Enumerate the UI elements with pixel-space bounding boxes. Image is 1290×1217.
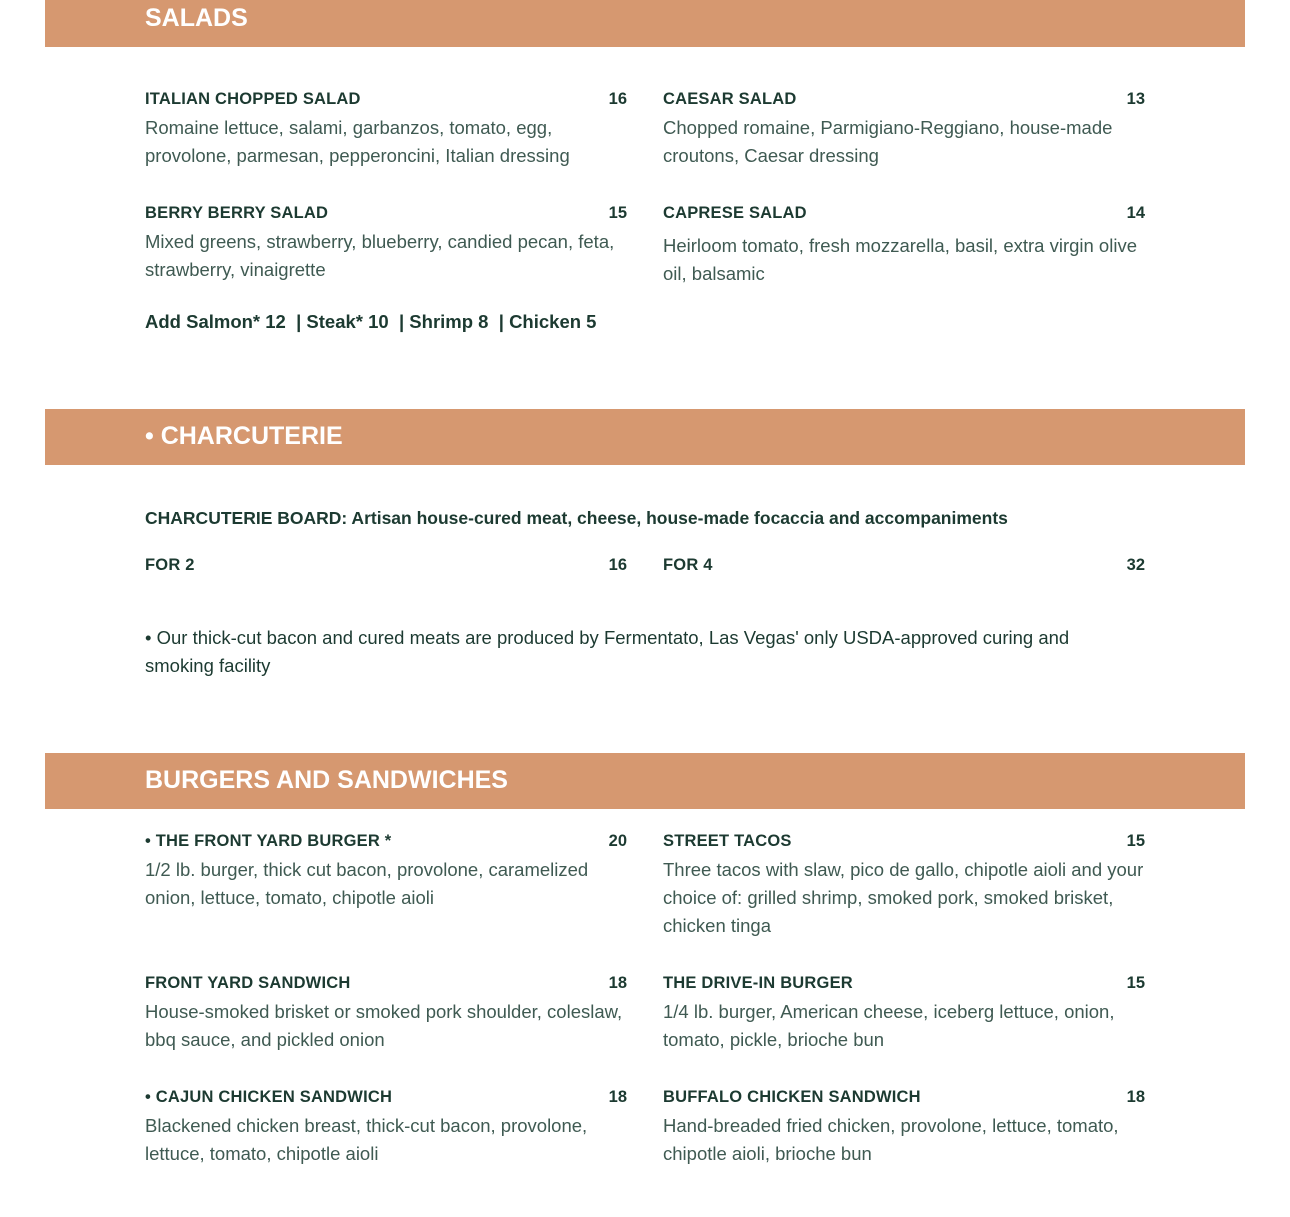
salads-heading: SALADS (145, 4, 248, 32)
item-description: Romaine lettuce, salami, garbanzos, tomato, egg, provolone, parmesan, pepperoncini, Italian dressing (145, 117, 570, 166)
charcuterie-note: • Our thick-cut bacon and cured meats are produced by Fermentato, Las Vegas' only USDA-approved curing and smoking facility (145, 627, 1070, 676)
item-name: • THE FRONT YARD BURGER * (145, 832, 392, 850)
option-price: 16 (608, 556, 627, 574)
item-price: 15 (1126, 832, 1145, 850)
item-description: Heirloom tomato, fresh mozzarella, basil, extra virgin olive oil, balsamic (663, 235, 1137, 284)
charcuterie-heading: • CHARCUTERIE (145, 422, 343, 450)
item-description: Mixed greens, strawberry, blueberry, candied pecan, feta, strawberry, vinaigrette (145, 231, 615, 280)
item-name: CAESAR SALAD (663, 90, 797, 108)
item-price: 15 (1126, 974, 1145, 992)
item-price: 15 (608, 204, 627, 222)
option-price: 32 (1126, 556, 1145, 574)
item-name: THE DRIVE-IN BURGER (663, 974, 853, 992)
item-name: BERRY BERRY SALAD (145, 204, 329, 222)
burgers-header-band (45, 753, 1245, 809)
item-description: Three tacos with slaw, pico de gallo, chipotle aioli and your choice of: grilled shrimp, smoked pork, smoked brisket, chicken tinga (663, 859, 1144, 936)
option-name: FOR 2 (145, 556, 195, 574)
item-name: FRONT YARD SANDWICH (145, 974, 351, 992)
item-price: 13 (1126, 90, 1145, 108)
item-price: 14 (1126, 204, 1145, 222)
option-name: FOR 4 (663, 556, 713, 574)
item-name: STREET TACOS (663, 832, 792, 850)
salad-addons: Add Salmon* 12 | Steak* 10 | Shrimp 8 | Chicken 5 (145, 311, 597, 332)
item-name: CAPRESE SALAD (663, 204, 807, 222)
charcuterie-header-band (45, 409, 1245, 465)
item-price: 16 (608, 90, 627, 108)
item-price: 20 (608, 832, 627, 850)
item-description: Chopped romaine, Parmigiano-Reggiano, house-made croutons, Caesar dressing (663, 117, 1113, 166)
charcuterie-board-description: CHARCUTERIE BOARD: Artisan house-cured meat, cheese, house-made focaccia and accompaniments (145, 508, 1008, 528)
item-price: 18 (1126, 1088, 1145, 1106)
item-description: Blackened chicken breast, thick-cut bacon, provolone, lettuce, tomato, chipotle aioli (145, 1115, 588, 1164)
charcuterie-option (663, 556, 1145, 580)
item-name: • CAJUN CHICKEN SANDWICH (145, 1088, 393, 1106)
charcuterie-option (145, 556, 627, 580)
item-description: Hand-breaded fried chicken, provolone, lettuce, tomato, chipotle aioli, brioche bun (663, 1115, 1119, 1164)
item-name: BUFFALO CHICKEN SANDWICH (663, 1088, 921, 1106)
item-description: 1/4 lb. burger, American cheese, iceberg lettuce, onion, tomato, pickle, brioche bun (663, 1001, 1115, 1050)
burgers-heading: BURGERS AND SANDWICHES (145, 766, 508, 794)
item-price: 18 (608, 1088, 627, 1106)
item-description: House-smoked brisket or smoked pork shoulder, coleslaw, bbq sauce, and pickled onion (145, 1001, 623, 1050)
salads-header-band (45, 0, 1245, 47)
item-description: 1/2 lb. burger, thick cut bacon, provolone, caramelized onion, lettuce, tomato, chipotle aioli (145, 859, 589, 908)
item-price: 18 (608, 974, 627, 992)
item-name: ITALIAN CHOPPED SALAD (145, 90, 361, 108)
